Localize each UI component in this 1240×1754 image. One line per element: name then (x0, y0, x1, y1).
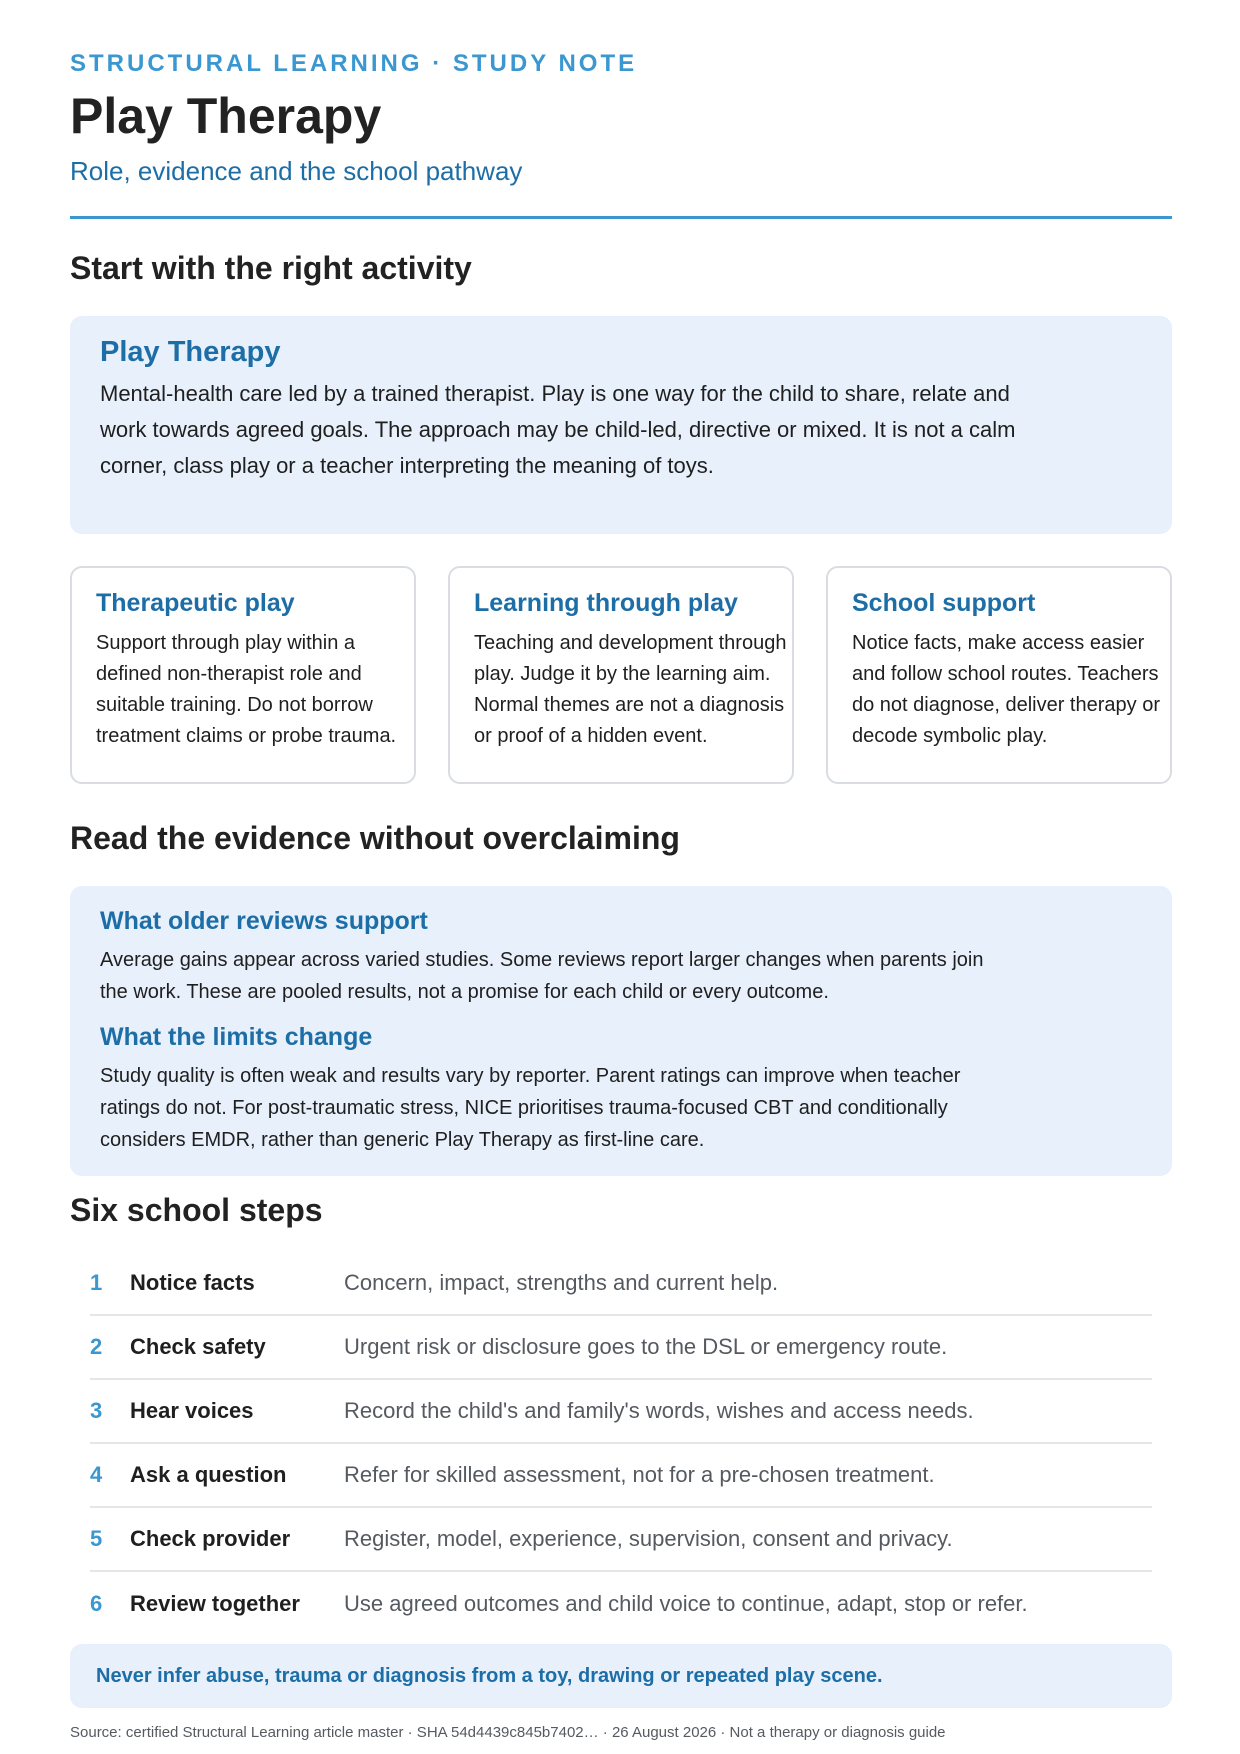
step-description: Refer for skilled assessment, not for a pre-chosen treatment. (344, 1462, 935, 1487)
evidence-title: What older reviews support (100, 907, 428, 935)
step-description: Concern, impact, strengths and current help. (344, 1270, 779, 1295)
kicker-label: STRUCTURAL LEARNING · STUDY NOTE (70, 50, 638, 77)
card-body: Notice facts, make access easier and follow school routes. Teachers do not diagnose, deliver therapy or decode symbolic play. (852, 632, 1160, 747)
evidence-block-reviews (100, 904, 1142, 1008)
card-title: School support (852, 589, 1036, 617)
step-label: Hear voices (130, 1398, 254, 1423)
warning-callout (70, 1644, 1172, 1708)
evidence-block-limits (100, 1020, 1142, 1156)
section-heading-activity: Start with the right activity (70, 250, 472, 286)
evidence-title: What the limits change (100, 1023, 373, 1051)
list-item (90, 1316, 1152, 1380)
evidence-body: Average gains appear across varied studies. Some reviews report larger changes when parents join the work. These are pooled results, not a promise for each child or every outcome. (100, 949, 984, 1003)
step-label: Ask a question (130, 1462, 287, 1487)
step-label: Review together (130, 1591, 300, 1616)
header-divider (70, 216, 1172, 219)
step-number: 4 (90, 1462, 103, 1487)
step-label: Check safety (130, 1334, 266, 1359)
steps-list (90, 1252, 1152, 1636)
card-learning-through-play (448, 566, 794, 784)
card-therapeutic-play (70, 566, 416, 784)
list-item (90, 1572, 1152, 1636)
card-body: Teaching and development through play. Judge it by the learning aim. Normal themes are not a diagnosis or proof of a hidden event. (474, 632, 787, 747)
page-subtitle: Role, evidence and the school pathway (70, 156, 523, 186)
card-body: Support through play within a defined non-therapist role and suitable training. Do not borrow treatment claims or probe trauma. (96, 632, 397, 747)
study-note-page (70, 48, 1172, 1741)
list-item (90, 1380, 1152, 1444)
step-description: Use agreed outcomes and child voice to continue, adapt, stop or refer. (344, 1591, 1028, 1616)
step-number: 1 (90, 1270, 103, 1295)
page-title: Play Therapy (70, 88, 382, 144)
activity-cards (70, 566, 1172, 784)
play-therapy-panel (70, 316, 1172, 534)
step-number: 5 (90, 1526, 103, 1551)
card-title: Therapeutic play (96, 589, 295, 617)
step-number: 3 (90, 1398, 103, 1423)
card-title: Learning through play (474, 589, 738, 617)
step-description: Urgent risk or disclosure goes to the DSL or emergency route. (344, 1334, 948, 1359)
section-heading-steps: Six school steps (70, 1192, 323, 1228)
step-number: 2 (90, 1334, 103, 1359)
list-item (90, 1252, 1152, 1316)
list-item (90, 1444, 1152, 1508)
section-heading-evidence: Read the evidence without overclaiming (70, 820, 680, 856)
panel-body: Mental-health care led by a trained therapist. Play is one way for the child to share, relate and work towards agreed goals. The approach may be child-led, directive or mixed. It is not a calm corner, class play or a teacher interpreting the meaning of toys. (100, 381, 1016, 478)
step-description: Register, model, experience, supervision, consent and privacy. (344, 1526, 953, 1551)
card-school-support (826, 566, 1172, 784)
document-header (70, 48, 1172, 219)
callout-text: Never infer abuse, trauma or diagnosis from a toy, drawing or repeated play scene. (96, 1664, 883, 1687)
evidence-body: Study quality is often weak and results vary by reporter. Parent ratings can improve when teacher ratings do not. For post-traumatic stress, NICE prioritises trauma-focused CBT and conditionally considers EMDR, rather than generic Play Therapy as first-line care. (100, 1065, 961, 1151)
step-number: 6 (90, 1591, 103, 1616)
step-label: Check provider (130, 1526, 291, 1551)
step-description: Record the child's and family's words, wishes and access needs. (344, 1398, 974, 1423)
panel-title: Play Therapy (100, 336, 281, 368)
step-label: Notice facts (130, 1270, 255, 1295)
source-footer: Source: certified Structural Learning article master · SHA 54d4439c845b7402… · 26 August 2026 · Not a therapy or diagnosis guide (70, 1724, 946, 1741)
list-item (90, 1508, 1152, 1572)
evidence-panel (70, 886, 1172, 1176)
